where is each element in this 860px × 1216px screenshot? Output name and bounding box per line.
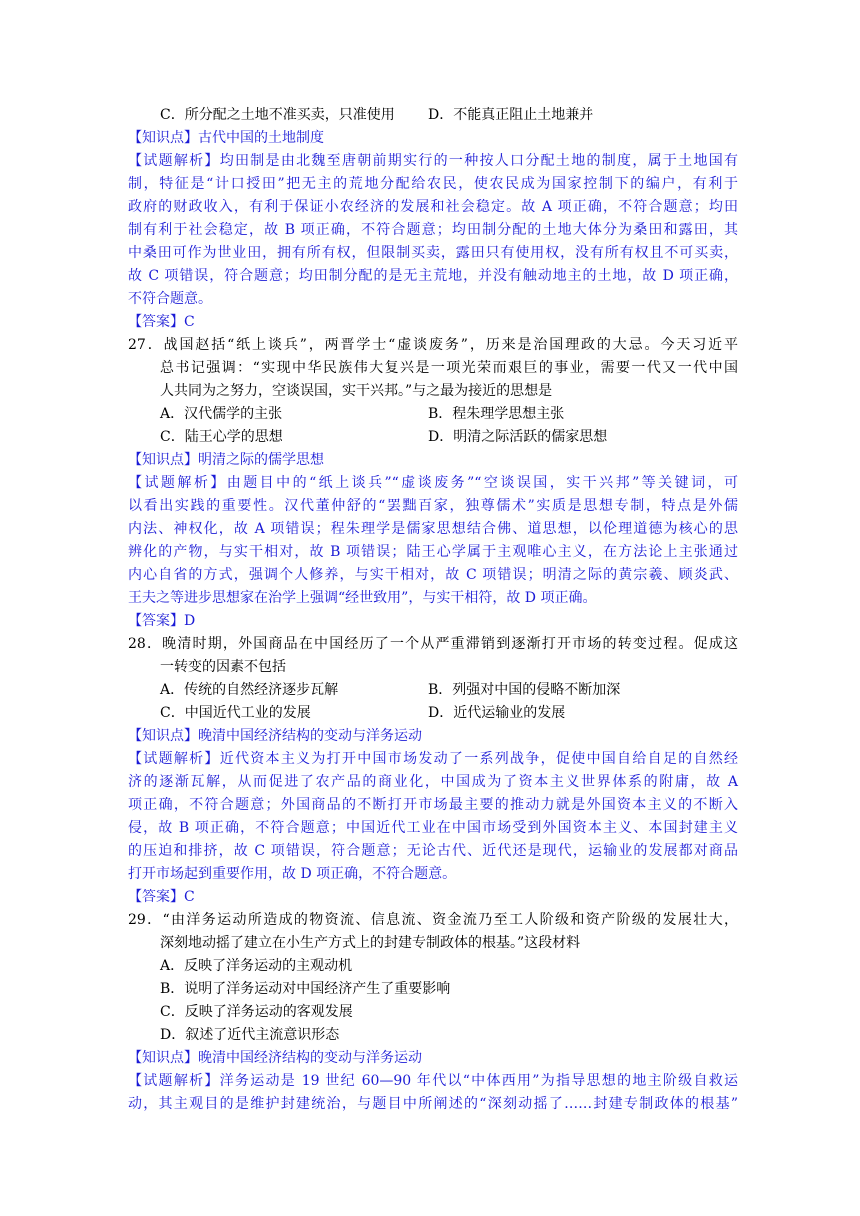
q27-options-ab bbox=[128, 403, 738, 426]
knowledge-text: 明清之际的儒学思想 bbox=[198, 452, 324, 468]
q27-analysis bbox=[128, 472, 738, 610]
analysis-line: 以看出实践的重要性。汉代董仲舒的“罢黜百家，独尊儒术”实质是思想专制，特点是外儒 bbox=[128, 498, 738, 514]
q29-option-d: D．叙述了近代主流意识形态 bbox=[160, 1027, 340, 1043]
q28-option-a: A．传统的自然经济逐步瓦解 bbox=[160, 682, 339, 698]
question-line: 27．战国赵括“纸上谈兵”，两晋学士“虚谈废务”，历来是治国理政的大忌。今天习近平 bbox=[128, 337, 738, 353]
question-line: 总书记强调：“实现中华民族伟大复兴是一项光荣而艰巨的事业，需要一代又一代中国 bbox=[160, 360, 738, 376]
q27-option-a: A．汉代儒学的主张 bbox=[160, 406, 283, 422]
analysis-line: 王夫之等进步思想家在治学上强调“经世致用”，与实干相符，故 D 项正确。 bbox=[128, 590, 597, 606]
q28-options-ab bbox=[128, 679, 738, 702]
q28-options-cd bbox=[128, 702, 738, 725]
q29-stem bbox=[128, 909, 738, 955]
q27-answer: 【答案】D bbox=[128, 613, 196, 629]
analysis-line: 不符合题意。 bbox=[128, 291, 212, 307]
q26-answer: 【答案】C bbox=[128, 314, 195, 330]
analysis-line: 辨化的产物，与实干相对，故 B 项错误；陆王心学属于主观唯心主义，在方法论上主张通过 bbox=[128, 544, 738, 560]
q27-options-cd bbox=[128, 426, 738, 449]
q26-knowledge bbox=[128, 127, 738, 150]
analysis-line: 均田制是由北魏至唐朝前期实行的一种按人口分配土地的制度，属于土地国有 bbox=[219, 153, 739, 169]
question-line: 人共同为之努力，空谈误国，实干兴邦。”与之最为接近的思想是 bbox=[160, 383, 553, 399]
question-line: 29．“由洋务运动所造成的物资流、信息流、资金流乃至工人阶级和资产阶级的发展壮大， bbox=[128, 912, 738, 928]
analysis-line: 内法、神权化，故 A 项错误；程朱理学是儒家思想结合佛、道思想，以伦理道德为核心的思 bbox=[128, 521, 738, 537]
analysis-line: 故 C 项错误，符合题意；均田制分配的是无主荒地，并没有触动地主的土地，故 D 项正确， bbox=[128, 268, 738, 284]
knowledge-tag: 【知识点】 bbox=[128, 728, 198, 744]
q29-option-c: C．反映了洋务运动的客观发展 bbox=[160, 1004, 353, 1020]
q26-analysis bbox=[128, 150, 738, 311]
q26-option-d: D．不能真正阻止土地兼并 bbox=[428, 107, 594, 123]
q28-analysis bbox=[128, 748, 738, 886]
q27-knowledge bbox=[128, 449, 738, 472]
q27-stem bbox=[128, 334, 738, 403]
knowledge-tag: 【知识点】 bbox=[128, 452, 198, 468]
q29-option-a: A．反映了洋务运动的主观动机 bbox=[160, 958, 353, 974]
q28-knowledge bbox=[128, 725, 738, 748]
q28-option-b: B．列强对中国的侵略不断加深 bbox=[428, 682, 621, 698]
question-line: 一转变的因素不包括 bbox=[160, 659, 286, 675]
knowledge-tag: 【知识点】 bbox=[128, 130, 198, 146]
analysis-line: 内心自省的方式，强调个人修养，与实干相对，故 C 项错误；明清之际的黄宗羲、顾炎武、 bbox=[128, 567, 738, 583]
analysis-line: 制有利于社会稳定，故 B 项正确，不符合题意；均田制分配的土地大体分为桑田和露田，其 bbox=[128, 222, 738, 238]
analysis-line: 政府的财政收入，有利于保证小农经济的发展和社会稳定。故 A 项正确，不符合题意；均田 bbox=[128, 199, 738, 215]
q26-option-c: C．所分配之土地不准买卖，只准使用 bbox=[160, 107, 395, 123]
analysis-line: 动，其主观目的是维护封建统治，与题目中所阐述的“深刻动摇了……封建专制政体的根基” bbox=[128, 1096, 738, 1112]
analysis-line: 侵，故 B 项正确，不符合题意；中国近代工业在中国市场受到外国资本主义、本国封建主义 bbox=[128, 820, 738, 836]
analysis-tag: 【试题解析】 bbox=[128, 751, 220, 767]
analysis-tag: 【试题解析】 bbox=[128, 153, 220, 169]
analysis-line: 近代资本主义为打开中国市场发动了一系列战争，促使中国自给自足的自然经 bbox=[219, 751, 739, 767]
analysis-line: 洋务运动是 19 世纪 60—90 年代以“中体西用”为指导思想的地主阶级自救运 bbox=[219, 1073, 739, 1089]
q29-knowledge bbox=[128, 1047, 738, 1070]
knowledge-text: 古代中国的土地制度 bbox=[198, 130, 324, 146]
analysis-line: 制，特征是“计口授田”把无主的荒地分配给农民，使农民成为国家控制下的编户，有利于 bbox=[128, 176, 738, 192]
analysis-line: 的压迫和排挤，故 C 项错误，符合题意；无论古代、近代还是现代，运输业的发展都对商品 bbox=[128, 843, 738, 859]
q28-stem bbox=[128, 633, 738, 679]
q27-option-b: B．程朱理学思想主张 bbox=[428, 406, 565, 422]
q26-options-cd bbox=[128, 104, 738, 127]
exam-page bbox=[128, 104, 738, 1116]
analysis-line: 济的逐渐瓦解，从而促进了农产品的商业化，中国成为了资本主义世界体系的附庸，故 A bbox=[128, 774, 738, 790]
analysis-tag: 【试题解析】 bbox=[128, 1073, 220, 1089]
q28-answer: 【答案】C bbox=[128, 889, 195, 905]
analysis-line: 由题目中的“纸上谈兵”“虚谈废务”“空谈误国，实干兴邦”等关键词，可 bbox=[226, 475, 738, 491]
question-line: 28．晚清时期，外国商品在中国经历了一个从严重滞销到逐渐打开市场的转变过程。促成这 bbox=[128, 636, 738, 652]
q27-option-d: D．明清之际活跃的儒家思想 bbox=[428, 429, 608, 445]
knowledge-text: 晚清中国经济结构的变动与洋务运动 bbox=[198, 728, 422, 744]
analysis-tag: 【试题解析】 bbox=[128, 475, 227, 491]
knowledge-tag: 【知识点】 bbox=[128, 1050, 198, 1066]
analysis-line: 打开市场起到重要作用，故 D 项正确，不符合题意。 bbox=[128, 866, 457, 882]
knowledge-text: 晚清中国经济结构的变动与洋务运动 bbox=[198, 1050, 422, 1066]
q28-option-c: C．中国近代工业的发展 bbox=[160, 705, 311, 721]
question-line: 深刻地动摇了建立在小生产方式上的封建专制政体的根基。”这段材料 bbox=[160, 935, 581, 951]
q27-option-c: C．陆王心学的思想 bbox=[160, 429, 283, 445]
analysis-line: 中桑田可作为世业田，拥有所有权，但限制买卖，露田只有使用权，没有所有权且不可买卖， bbox=[128, 245, 738, 261]
q29-option-b: B．说明了洋务运动对中国经济产生了重要影响 bbox=[160, 981, 451, 997]
q28-option-d: D．近代运输业的发展 bbox=[428, 705, 566, 721]
analysis-line: 项正确，不符合题意；外国商品的不断打开市场最主要的推动力就是外国资本主义的不断入 bbox=[128, 797, 738, 813]
q29-analysis bbox=[128, 1070, 738, 1116]
